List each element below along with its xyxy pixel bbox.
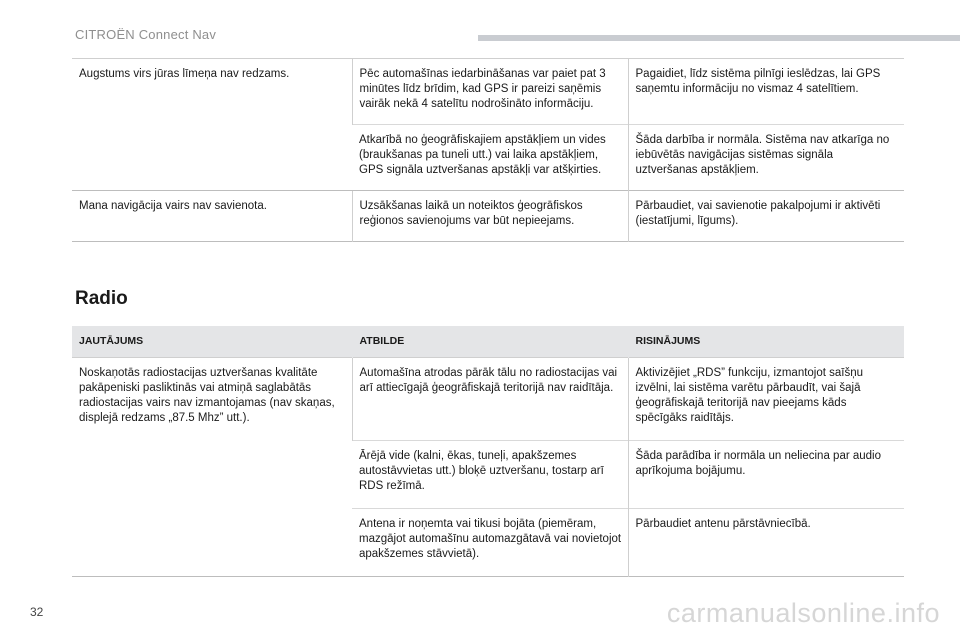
table-row (72, 191, 904, 242)
table-header-row (72, 326, 904, 358)
header-bar (478, 35, 960, 41)
solution-cell: Pārbaudiet antenu pārstāvniecībā. (628, 509, 904, 577)
cause-cell: Ārējā vide (kalni, ēkas, tuneļi, apakšzemes autostāvvietas utt.) bloķē uztveršanu, tostarp arī RDS režīmā. (352, 441, 628, 509)
column-header-solution: RISINĀJUMS (628, 326, 904, 358)
solution-cell: Aktivizējiet „RDS” funkciju, izmantojot saīšņu izvēlni, lai sistēma varētu pārbaudīt, vai šajā ģeogrāfiskajā teritorijā nav pieejams kāds spēcīgāks raidītājs. (628, 358, 904, 441)
page-number: 32 (30, 605, 44, 619)
table-row (72, 59, 904, 125)
solution-cell: Pagaidiet, līdz sistēma pilnīgi ieslēdzas, lai GPS saņemtu informāciju no vismaz 4 satelītiem. (628, 59, 904, 125)
solution-cell: Pārbaudiet, vai savienotie pakalpojumi ir aktivēti (iestatījumi, līgums). (628, 191, 904, 242)
question-cell: Augstums virs jūras līmeņa nav redzams. (79, 68, 290, 80)
solution-cell: Šāda parādība ir normāla un neliecina par audio aprīkojuma bojājumu. (628, 441, 904, 509)
troubleshooting-table-radio (72, 326, 904, 577)
section-title-radio: Radio (75, 288, 128, 309)
question-cell: Mana navigācija vairs nav savienota. (72, 191, 352, 242)
table-row (72, 358, 904, 441)
cause-cell: Automašīna atrodas pārāk tālu no radiostacijas vai arī attiecīgajā ģeogrāfiskajā teritorijā nav raidītāja. (352, 358, 628, 441)
column-header-cause: ATBILDE (352, 326, 628, 358)
solution-cell: Šāda darbība ir normāla. Sistēma nav atkarīga no iebūvētās navigācijas sistēmas signāla uztveršanas apstākļiem. (628, 125, 904, 191)
cause-cell: Atkarībā no ģeogrāfiskajiem apstākļiem un vides (braukšanas pa tuneli utt.) vai laika apstākļiem, GPS signāla uztveršanas apstākļi var atšķirties. (352, 125, 628, 191)
column-header-question: JAUTĀJUMS (72, 326, 352, 358)
cause-cell: Uzsākšanas laikā un noteiktos ģeogrāfiskos reģionos savienojums var būt nepieejams. (352, 191, 628, 242)
watermark: carmanualsonline.info (666, 598, 940, 628)
question-cell: Noskaņotās radiostacijas uztveršanas kvalitāte pakāpeniski pasliktinās vai atmiņā saglabātās radiostacijas vairs nav izmantojamas (nav skaņas, displejā redzams „87.5 Mhz” utt.). (72, 358, 352, 577)
cause-cell: Antena ir noņemta vai tikusi bojāta (piemēram, mazgājot automašīnu automazgātavā vai novietojot apakšzemes stāvvietā). (352, 509, 628, 577)
troubleshooting-table-navigation (72, 58, 904, 242)
header-title: CITROËN Connect Nav (75, 27, 217, 42)
cause-cell: Pēc automašīnas iedarbināšanas var paiet pat 3 minūtes līdz brīdim, kad GPS ir pareizi saņēmis vairāk nekā 4 satelītu nodrošināto informāciju. (352, 59, 628, 125)
